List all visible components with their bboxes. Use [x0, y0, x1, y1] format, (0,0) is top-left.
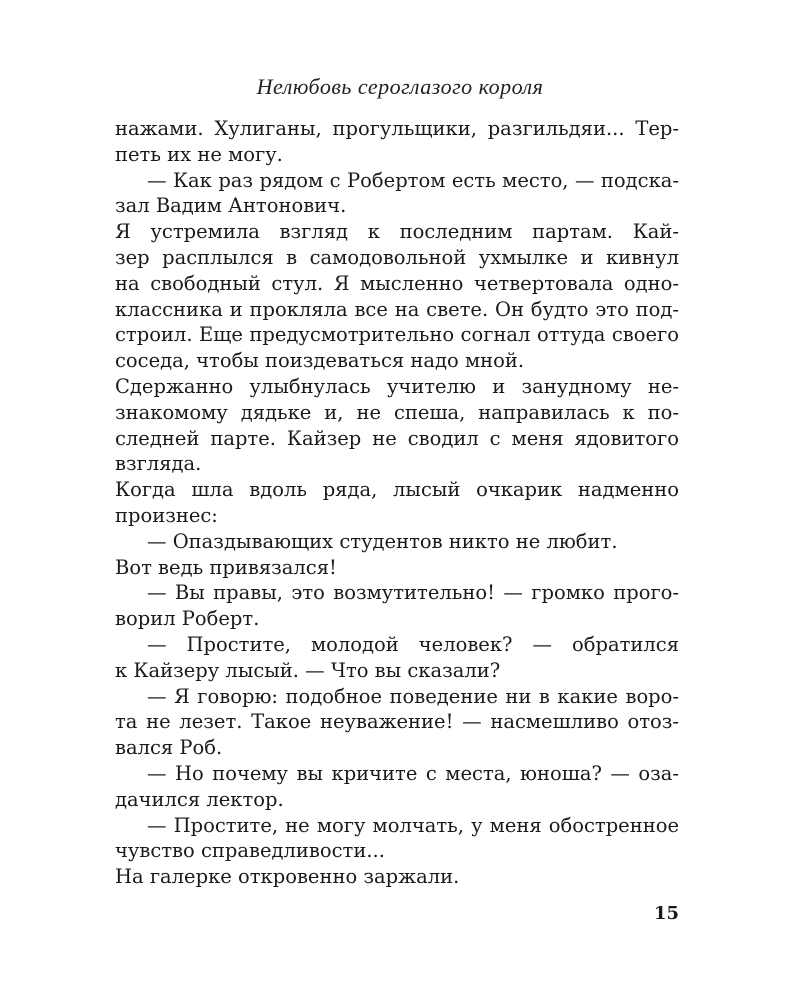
text-line: — Простите, не могу молчать, у меня обостренное	[147, 813, 679, 837]
text-line: на свободный стул. Я мысленно четвертовала одно-	[115, 271, 679, 295]
running-header: Нелюбовь сероглазого короля	[256, 74, 544, 99]
text-line: На галерке откровенно заржали.	[115, 865, 460, 889]
text-line: ворил Роберт.	[115, 607, 260, 631]
paragraph	[115, 374, 679, 477]
paragraph	[115, 219, 679, 374]
text-line: строил. Еще предусмотрительно согнал оттуда своего	[115, 323, 679, 347]
paragraph	[115, 761, 679, 813]
text-line: нажами. Хулиганы, прогульщики, разгильдяи... Тер-	[115, 117, 679, 140]
text-line: следней парте. Кайзер не сводил с меня ядовитого	[115, 426, 679, 450]
text-line: зал Вадим Антонович.	[115, 194, 347, 218]
paragraph	[115, 477, 679, 529]
text-line: Я устремила взгляд к последним партам. Кай-	[115, 220, 679, 244]
text-line: вался Роб.	[115, 736, 223, 760]
text-line: та не лезет. Такое неуважение! — насмешливо отоз-	[115, 710, 679, 734]
text-line: Вот ведь привязался!	[115, 555, 337, 579]
paragraph	[115, 555, 679, 581]
page-number: 15	[653, 903, 679, 924]
text-line: зер расплылся в самодовольной ухмылке и кивнул	[115, 245, 679, 269]
text-line: — Опаздывающих студентов никто не любит.	[147, 529, 618, 553]
paragraph	[115, 580, 679, 632]
text-line: произнес:	[115, 503, 218, 527]
text-line: знакомому дядьке и, не спеша, направилась к по-	[115, 400, 679, 424]
text-line: к Кайзеру лысый. — Что вы сказали?	[115, 658, 501, 682]
body-text	[115, 116, 679, 890]
paragraph	[115, 864, 679, 890]
text-line: — Я говорю: подобное поведение ни в какие воро-	[147, 684, 679, 708]
text-line: Когда шла вдоль ряда, лысый очкарик надменно	[115, 478, 679, 502]
paragraph	[115, 813, 679, 865]
text-line: — Но почему вы кричите с места, юноша? — оза-	[147, 761, 679, 785]
text-line: взгляда.	[115, 452, 202, 476]
paragraph	[115, 116, 679, 168]
paragraph	[115, 529, 679, 555]
text-line: дачился лектор.	[115, 787, 284, 811]
text-line: Сдержанно улыбнулась учителю и занудному не-	[115, 374, 679, 398]
paragraph	[115, 168, 679, 220]
text-line: — Как раз рядом с Робертом есть место, — подска-	[147, 168, 679, 192]
text-line: соседа, чтобы поиздеваться надо мной.	[115, 349, 525, 373]
paragraph	[115, 684, 679, 761]
text-line: классника и прокляла все на свете. Он будто это под-	[115, 297, 679, 321]
text-line: — Вы правы, это возмутительно! — громко прого-	[147, 581, 679, 605]
text-line: петь их не могу.	[115, 142, 283, 166]
text-line: чувство справедливости...	[115, 839, 385, 863]
paragraph	[115, 632, 679, 684]
text-line: — Простите, молодой человек? — обратился	[147, 632, 679, 656]
